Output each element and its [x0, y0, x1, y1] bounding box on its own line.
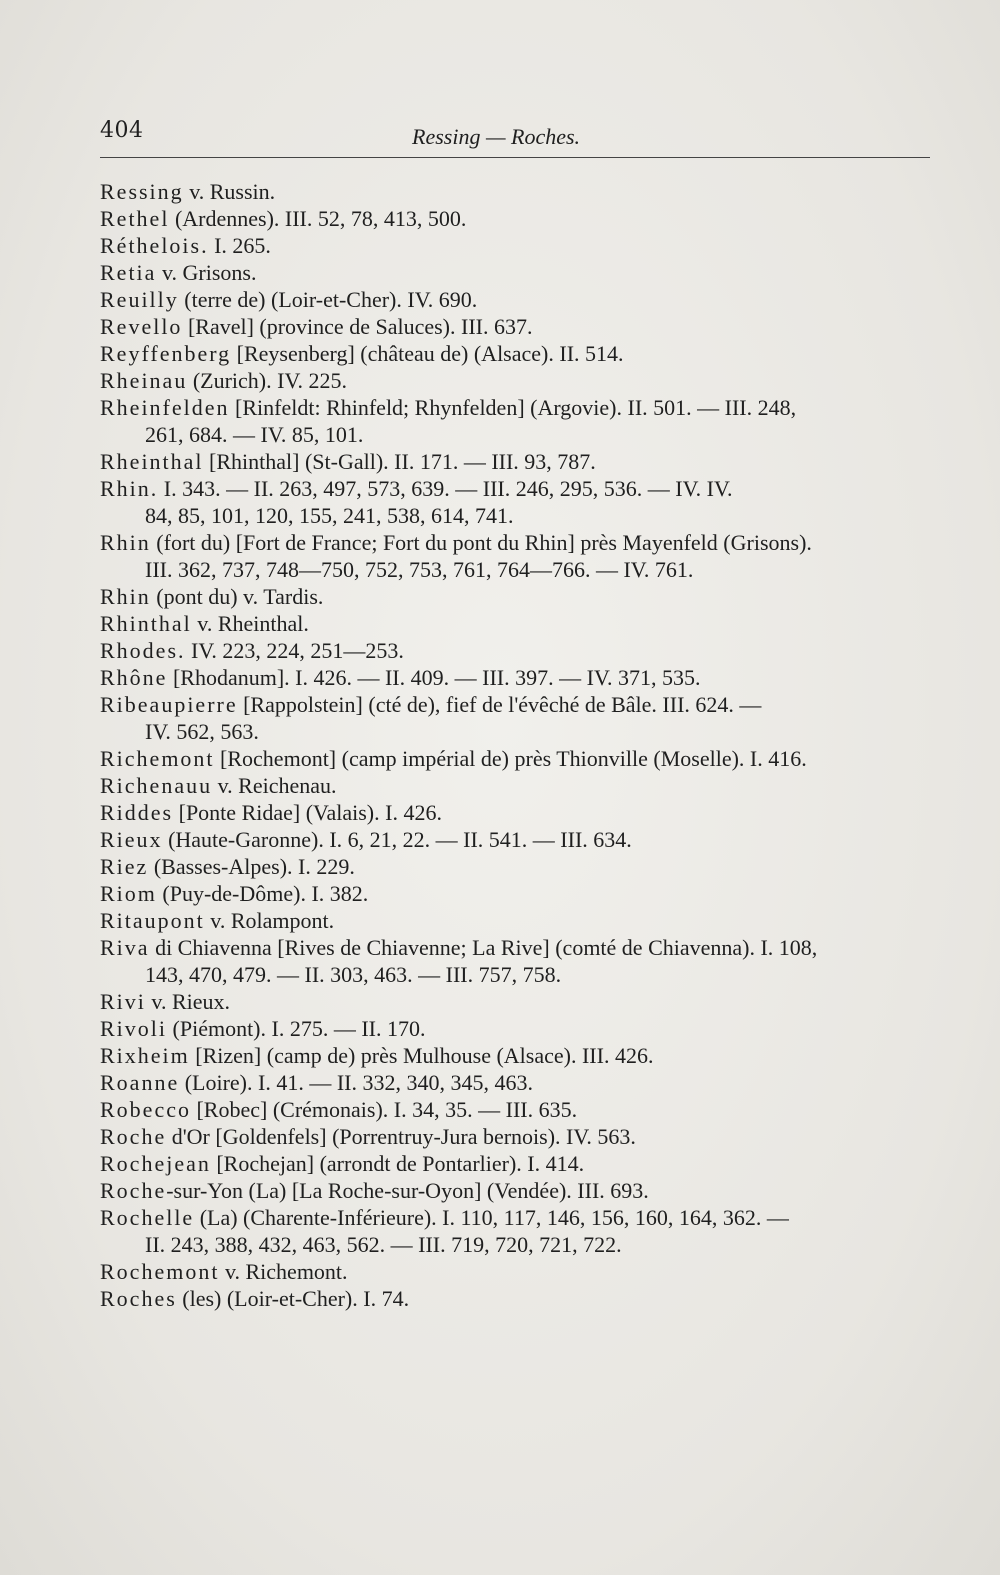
entry-headword: Rhin [100, 530, 151, 555]
entry-references: [Robec] (Crémonais). I. 34, 35. — III. 635. [190, 1097, 578, 1122]
index-entry [100, 826, 940, 853]
entry-continuation: 84, 85, 101, 120, 155, 241, 538, 614, 741. [145, 503, 514, 528]
index-entry [100, 1285, 940, 1312]
index-entry [100, 853, 940, 880]
index-entry [100, 745, 940, 772]
index-entry [100, 907, 940, 934]
entry-headword: Richemont [100, 746, 215, 771]
index-entry [100, 529, 940, 583]
index-entry [100, 1015, 940, 1042]
entry-references: (terre de) (Loir-et-Cher). IV. 690. [178, 287, 478, 312]
index-entry [100, 1177, 940, 1204]
entry-headword: Riom [100, 881, 157, 906]
entry-references: IV. 223, 224, 251—253. [185, 638, 404, 663]
entry-references: [Rappolstein] (cté de), fief de l'évêché de Bâle. III. 624. — [237, 692, 762, 717]
page-number: 404 [100, 118, 144, 143]
index-entry [100, 1042, 940, 1069]
entry-continuation: 261, 684. — IV. 85, 101. [145, 422, 364, 447]
index-entry [100, 1258, 940, 1285]
entry-references: (Basses-Alpes). I. 229. [148, 854, 355, 879]
index-entry [100, 1150, 940, 1177]
entry-references: (les) (Loir-et-Cher). I. 74. [176, 1286, 410, 1311]
entry-headword: Riddes [100, 800, 174, 825]
entry-headword: Riva [100, 935, 150, 960]
index-entry [100, 610, 940, 637]
entry-headword: Rivoli [100, 1016, 168, 1041]
index-entry [100, 178, 940, 205]
entry-headword: Rethel [100, 206, 170, 231]
entry-headword: Roches [100, 1286, 177, 1311]
entry-references: v. Reichenau. [212, 773, 337, 798]
entry-references: [Ponte Ridae] (Valais). I. 426. [173, 800, 442, 825]
entry-headword: Rochejean [100, 1151, 211, 1176]
entry-continuation: 143, 470, 479. — II. 303, 463. — III. 757, 758. [145, 962, 562, 987]
entry-headword: Ressing [100, 179, 184, 204]
entry-headword: Rochelle [100, 1205, 195, 1230]
entry-continuation: II. 243, 388, 432, 463, 562. — III. 719, 720, 721, 722. [145, 1232, 622, 1257]
entry-headword: Rivi [100, 989, 146, 1014]
index-entry [100, 691, 940, 745]
index-entry [100, 637, 940, 664]
index-entry [100, 772, 940, 799]
entry-continuation: IV. 562, 563. [145, 719, 259, 744]
index-entry [100, 799, 940, 826]
entry-references: [Rochemont] (camp impérial de) près Thionville (Moselle). I. 416. [214, 746, 807, 771]
entry-references: d'Or [Goldenfels] (Porrentruy-Jura bernois). IV. 563. [166, 1124, 636, 1149]
index-entry [100, 448, 940, 475]
entry-headword: Rixheim [100, 1043, 190, 1068]
index-entry [100, 286, 940, 313]
entry-references: v. Grisons. [156, 260, 257, 285]
entry-references: [Rhinthal] (St-Gall). II. 171. — III. 93, 787. [203, 449, 596, 474]
page-header [100, 118, 930, 158]
entry-headword: Rieux [100, 827, 163, 852]
index-entry [100, 1204, 940, 1258]
entry-references: v. Rieux. [145, 989, 231, 1014]
entry-references: (fort du) [Fort de France; Fort du pont du Rhin] près Mayenfeld (Grisons). [150, 530, 812, 555]
index-entry [100, 1123, 940, 1150]
index-entry [100, 205, 940, 232]
entry-references: [Rhodanum]. I. 426. — II. 409. — III. 397. — IV. 371, 535. [167, 665, 701, 690]
entry-references: I. 343. — II. 263, 497, 573, 639. — III. 246, 295, 536. — IV. IV. [158, 476, 733, 501]
entry-headword: Rhône [100, 665, 168, 690]
entry-headword: Roche [100, 1124, 167, 1149]
entry-headword: Rheinthal [100, 449, 204, 474]
entry-headword: Rheinfelden [100, 395, 230, 420]
entry-headword: Retia [100, 260, 157, 285]
entry-references: [Rizen] (camp de) près Mulhouse (Alsace). III. 426. [189, 1043, 654, 1068]
entry-references: (La) (Charente-Inférieure). I. 110, 117, 146, 156, 160, 164, 362. — [194, 1205, 789, 1230]
index-entry [100, 1096, 940, 1123]
entry-references: v. Russin. [183, 179, 276, 204]
entry-headword: Roche [100, 1178, 167, 1203]
entry-references: -sur-Yon (La) [La Roche-sur-Oyon] (Vendée). III. 693. [166, 1178, 649, 1203]
entry-headword: Rhin. [100, 476, 159, 501]
entry-headword: Rochemont [100, 1259, 220, 1284]
entry-continuation: III. 362, 737, 748—750, 752, 753, 761, 764—766. — IV. 761. [145, 557, 694, 582]
entry-references: (Puy-de-Dôme). I. 382. [156, 881, 369, 906]
index-entry [100, 583, 940, 610]
entry-references: (pont du) v. Tardis. [150, 584, 324, 609]
index-entry [100, 934, 940, 988]
header-rule [100, 157, 930, 158]
entry-headword: Réthelois. [100, 233, 209, 258]
entry-references: di Chiavenna [Rives de Chiavenne; La Rive] (comté de Chiavenna). I. 108, [149, 935, 818, 960]
index-entry [100, 988, 940, 1015]
index-entry [100, 259, 940, 286]
entry-references: (Zurich). IV. 225. [187, 368, 347, 393]
index-entry [100, 475, 940, 529]
index-entry [100, 367, 940, 394]
entry-references: (Loire). I. 41. — II. 332, 340, 345, 463. [179, 1070, 533, 1095]
entry-headword: Ritaupont [100, 908, 205, 933]
entry-headword: Reuilly [100, 287, 179, 312]
entry-headword: Reyffenberg [100, 341, 232, 366]
entry-headword: Revello [100, 314, 183, 339]
index-entry [100, 1069, 940, 1096]
running-title: Ressing — Roches. [412, 124, 581, 149]
entry-headword: Robecco [100, 1097, 191, 1122]
entry-references: v. Rolampont. [204, 908, 335, 933]
entry-headword: Richenauu [100, 773, 213, 798]
index-entry [100, 313, 940, 340]
index-entry [100, 880, 940, 907]
entry-headword: Ribeaupierre [100, 692, 238, 717]
entry-headword: Rhinthal [100, 611, 192, 636]
entry-references: [Ravel] (province de Saluces). III. 637. [182, 314, 533, 339]
entry-references: [Rochejan] (arrondt de Pontarlier). I. 414. [210, 1151, 585, 1176]
entry-references: [Rinfeldt: Rhinfeld; Rhynfelden] (Argovie). II. 501. — III. 248, [229, 395, 797, 420]
index-entry [100, 340, 940, 367]
entry-headword: Riez [100, 854, 149, 879]
entry-references: v. Rheinthal. [191, 611, 309, 636]
entry-references: (Haute-Garonne). I. 6, 21, 22. — II. 541. — III. 634. [162, 827, 632, 852]
index-entry [100, 232, 940, 259]
entry-headword: Rheinau [100, 368, 188, 393]
entry-references: [Reysenberg] (château de) (Alsace). II. 514. [231, 341, 624, 366]
entry-headword: Rhodes. [100, 638, 186, 663]
entry-references: (Ardennes). III. 52, 78, 413, 500. [169, 206, 467, 231]
entry-references: (Piémont). I. 275. — II. 170. [167, 1016, 426, 1041]
entry-headword: Rhin [100, 584, 151, 609]
entry-references: v. Richemont. [219, 1259, 348, 1284]
index-entry [100, 394, 940, 448]
index-entries [100, 178, 940, 1312]
index-entry [100, 664, 940, 691]
entry-references: I. 265. [208, 233, 271, 258]
entry-headword: Roanne [100, 1070, 180, 1095]
